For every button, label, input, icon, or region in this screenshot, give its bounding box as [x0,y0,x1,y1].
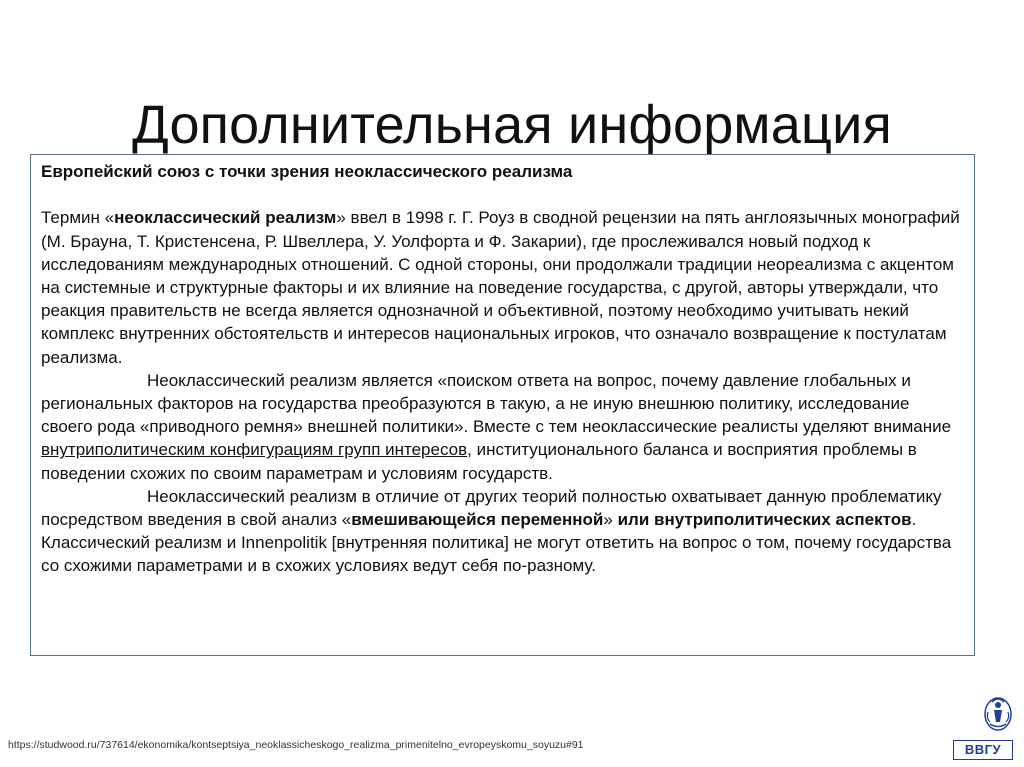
paragraph-2-text-before: Неоклассический реализм является «поиском ответа на вопрос, почему давление глобальных и региональных факторов на государства преобразуются в такую, а не иную внешнюю политику, исследование своего рода «приводного ремня» внешней политики». Вместе с тем неоклассические реалисты уделяют внимание [41,370,952,437]
box-heading: Европейский союз с точки зрения неоклассического реализма [41,162,573,181]
source-link[interactable]: https://studwood.ru/737614/ekonomika/kontseptsiya_neoklassicheskogo_realizma_primenitelno_evropeyskomu_soyuzu#91 [8,739,584,751]
content-box [30,154,975,656]
slide-title: Дополнительная информация [132,95,892,156]
paragraph-3 [41,485,964,578]
term-neoclassical-realism: неоклассический реализм [114,208,337,228]
bold-domestic-aspects: или внутриполитических аспектов [612,510,912,530]
spacer [41,183,964,206]
paragraph-3-text-after: . Классический реализм и Innenpolitik [внутренняя политика] не могут ответить на вопрос о том, почему государства со схожими параметрами и в схожих условиях ведут себя по-разному. [41,510,952,576]
quote-close: » [603,510,613,530]
underlined-phrase: внутриполитическим конфигурациям групп интересов [41,440,468,460]
university-logo-badge: ВВГУ [953,740,1013,760]
paragraph-1-prefix: Термин « [41,208,115,228]
paragraph-1-text: » ввел в 1998 г. Г. Роуз в сводной рецензии на пять англоязычных монографий (М. Брауна, Т. Кристенсена, Р. Швеллера, У. Уолфорта и Ф. Закарии), где прослеживался новый подход к исследованиям международных отношений. С одной стороны, они продолжали традиции неореализма с акцентом на системные и структурные факторы и их влияние на поведение государства, с другой, авторы утверждали, что реакция правительств не всегда является однозначной и объективной, поэтому необходимо учитывать некий комплекс внутренних обстоятельств и интересов национальных игроков, что означало возвращение к постулатам реализма. [41,208,960,367]
paragraph-3-text-before: Неоклассический реализм в отличие от других теорий полностью охватывает данную проблематику посредством введения в свой анализ « [41,486,942,530]
paragraph-1 [41,206,964,368]
university-emblem-icon [978,692,1018,732]
bold-intervening-variable: вмешивающейся переменной [351,510,604,530]
paragraph-2 [41,369,964,485]
paragraph-2-text-after: , институционального баланса и восприятия проблемы в поведении схожих по своим параметрам и условиям государств. [41,440,917,483]
